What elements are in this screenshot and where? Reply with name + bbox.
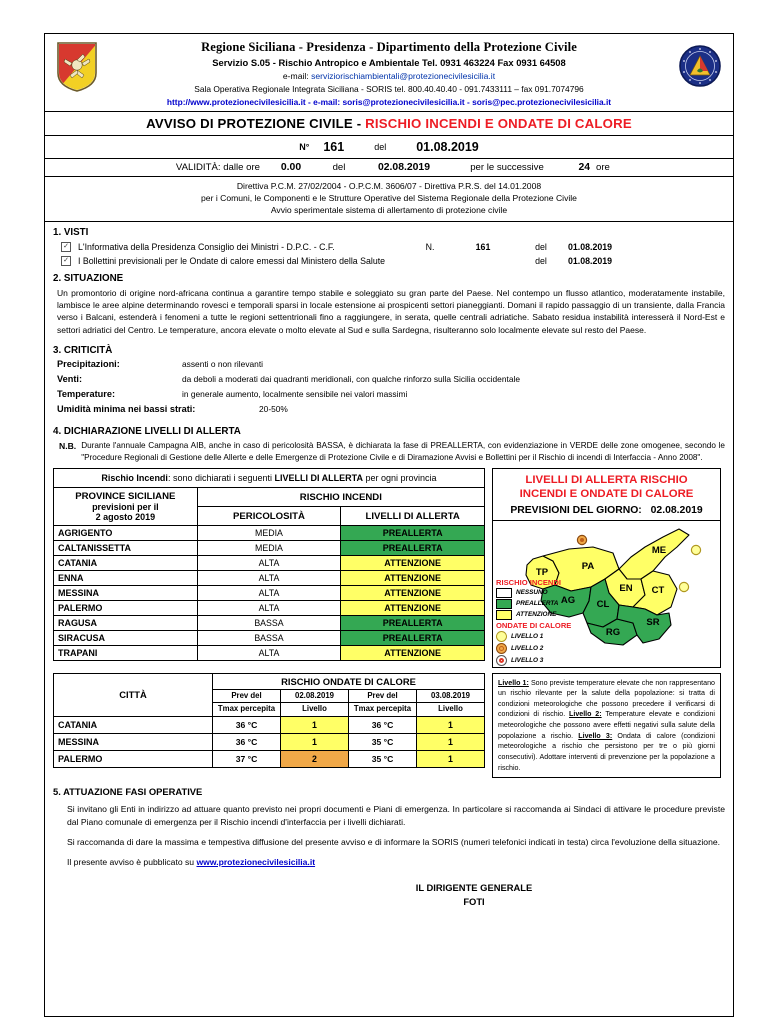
legend-label: LIVELLO 1 (511, 632, 544, 640)
col-level-header: LIVELLI DI ALLERTA (341, 507, 485, 526)
criticita-value: in generale aumento, localmente sensibile nei valori massimi (182, 389, 408, 400)
map-label-CT: CT (651, 584, 665, 596)
visti-del-label: del (535, 255, 547, 266)
table-row (54, 631, 485, 646)
prev-label-1: Prev del (213, 689, 281, 703)
attuazione-paragraph-1: Si invitano gli Enti in indirizzo ad attuare quanto previsto nei propri documenti e Piani di emergenza. In particolare si raccomanda ai Sindaci di attivare le procedure previste dal Piano comunale di emergenza per il Rischio incendi d'interfaccia per i livelli dichiarati. (67, 804, 725, 828)
validity-hours-unit: ore (596, 162, 610, 173)
caption-post: per ogni provincia (363, 473, 437, 484)
province-name: RAGUSA (54, 616, 198, 631)
fire-risk-table (53, 468, 485, 661)
n-label: N° (299, 142, 310, 152)
criticita-value: 20-50% (259, 404, 288, 415)
legend-label: LIVELLO 2 (511, 644, 544, 652)
map-subtitle (495, 505, 718, 516)
table-row (54, 717, 485, 734)
sub-level-1: Livello (281, 703, 349, 717)
org-title: Regione Siciliana - Presidenza - Dipartimento della Protezione Civile (201, 40, 577, 54)
soris-line: Sala Operativa Regionale Integrata Siciliana - SORIS tel. 800.40.40.40 - 091.7433111 – fax 091.7074796 (194, 84, 584, 94)
table-row (54, 616, 485, 631)
legend-label: NESSUNO (516, 589, 548, 597)
map-heat-marker-level2-dot (580, 538, 584, 542)
visti-item (61, 256, 725, 266)
legend-dot-livello2-icon (496, 643, 507, 654)
level3-text: Ondata di calore (condizioni meteorologiche a rischio che persistono per tre o più giorni consecutivi). Adottare interventi di prevenzione per la popolazione a rischio. (498, 731, 716, 772)
visti-item (61, 242, 725, 252)
table-caption-row (54, 469, 485, 488)
caption-bold: LIVELLI DI ALLERTA (274, 473, 364, 484)
sub-tmax-2: Tmax percepita (349, 703, 417, 717)
visti-heading: 1. VISTI (53, 226, 89, 238)
notice-number-row (45, 136, 733, 159)
protezione-civile-emblem-icon (677, 41, 723, 91)
city-name: PALERMO (54, 751, 213, 768)
legend-label: ATTENZIONE (516, 611, 557, 619)
hazard-value: MEDIA (197, 526, 341, 541)
tmax-day1: 37 °C (213, 751, 281, 768)
publish-text: Il presente avviso è pubblicato su (67, 856, 197, 867)
criticita-row (57, 404, 725, 414)
col-province-l2: previsioni per il (92, 502, 159, 513)
col-city-header: CITTÀ (54, 673, 213, 717)
publish-link[interactable]: www.protezionecivilesicilia.it (196, 856, 316, 867)
regione-siciliana-trinacria-emblem-icon (55, 41, 99, 93)
criticita-row (57, 389, 725, 399)
alert-level-badge: ATTENZIONE (341, 646, 485, 661)
document-page (44, 33, 734, 1017)
province-name: AGRIGENTO (54, 526, 198, 541)
caption-pre: Rischio Incendi (101, 473, 168, 484)
level3-label: Livello 3: (578, 731, 613, 740)
signature-name: FOTI (463, 895, 485, 907)
table-row (54, 646, 485, 661)
map-label-TP: TP (535, 566, 549, 578)
visti-n-label: N. (425, 241, 435, 252)
map-title-line-1: LIVELLI DI ALLERTA RISCHIO (525, 474, 688, 487)
heat-level-day1: 1 (281, 717, 349, 734)
prev-label-2: Prev del (349, 689, 417, 703)
fire-table-caption (54, 469, 485, 488)
sicily-alert-map (493, 521, 720, 667)
alert-level-badge: ATTENZIONE (341, 556, 485, 571)
section-situazione (45, 268, 733, 341)
tmax-day2: 35 °C (349, 734, 417, 751)
province-name: CALTANISSETTA (54, 541, 198, 556)
legend-fire-title: RISCHIO INCENDI (496, 577, 561, 587)
city-name: MESSINA (54, 734, 213, 751)
checkbox-icon[interactable]: ✓ (61, 242, 71, 252)
map-heat-marker-level1-me (691, 545, 700, 554)
legend-label: LIVELLO 3 (511, 656, 544, 664)
dichiarazione-heading: 4. DICHIARAZIONE LIVELLI DI ALLERTA (53, 426, 241, 438)
col-province-header (54, 488, 198, 526)
visti-del-label: del (535, 241, 547, 252)
map-panel-title (493, 469, 720, 521)
attuazione-paragraph-2: Si raccomanda di dare la massima e tempestiva diffusione del presente avviso e di informare la SORIS (numeri telefonici indicati in testa) circa l'evoluzione della situazione. (67, 837, 721, 848)
hazard-value: ALTA (197, 601, 341, 616)
city-name: CATANIA (54, 717, 213, 734)
heat-level-day2: 1 (417, 717, 485, 734)
province-name: SIRACUSA (54, 631, 198, 646)
map-subtitle-date: 02.08.2019 (650, 504, 703, 516)
validity-label: VALIDITÀ: dalle ore (175, 162, 260, 173)
province-name: PALERMO (54, 601, 198, 616)
document-title (45, 112, 733, 136)
map-title-line-2: INCENDI E ONDATE DI CALORE (519, 488, 694, 501)
fire-risk-table-container (53, 468, 485, 661)
col-hazard-header: PERICOLOSITÀ (197, 507, 341, 526)
validity-date: 02.08.2019 (377, 162, 430, 173)
legend-heat-title: ONDATE DI CALORE (496, 620, 572, 630)
map-label-EN: EN (619, 582, 633, 594)
legend-item (496, 631, 571, 642)
map-heat-marker-level1-ct (679, 582, 688, 591)
n-date: 01.08.2019 (416, 140, 479, 154)
col-group-header: RISCHIO INCENDI (197, 488, 484, 507)
hazard-value: ALTA (197, 646, 341, 661)
signature-block (53, 881, 725, 909)
section-criticita (45, 340, 733, 421)
nb-label: N.B. (59, 441, 77, 452)
hazard-value: MEDIA (197, 541, 341, 556)
criticita-key: Precipitazioni: (57, 359, 120, 370)
situazione-heading: 2. SITUAZIONE (53, 272, 124, 284)
alert-level-badge: PREALLERTA (341, 526, 485, 541)
directive-line-3: Avvio sperimentale sistema di allertamento di protezione civile (270, 205, 508, 216)
document-header (45, 34, 733, 112)
level2-text: Temperature elevate e condizioni meteorologiche che possono avere effetti negativi sulla salute della popolazione a rischio. (498, 710, 715, 740)
map-label-SR: SR (646, 616, 660, 628)
heat-level-day1: 1 (281, 734, 349, 751)
directive-block (45, 177, 733, 222)
service-line: Servizio S.05 - Rischio Antropico e Ambientale Tel. 0931 463224 Fax 0931 64508 (212, 57, 566, 68)
map-label-PA: PA (581, 560, 595, 572)
legend-item (496, 588, 571, 598)
legend-item (496, 599, 571, 609)
heat-level-day2: 1 (417, 751, 485, 768)
hazard-value: ALTA (197, 586, 341, 601)
level-description-box (492, 673, 721, 779)
criticita-value: da deboli a moderati dai quadranti meridionali, con qualche rinforzo sulla Sicilia occidentale (182, 374, 520, 385)
tmax-day1: 36 °C (213, 734, 281, 751)
level1-text: Sono previste temperature elevate che non rappresentano un rischio rilevante per la salute della popolazione: si tratta di condizioni meteorologiche che possono precedere il verificarsi di condizioni di rischio. (498, 678, 715, 719)
heat-level-day1: 2 (281, 751, 349, 768)
email-label: e-mail: (282, 71, 309, 81)
criticita-value: assenti o non rilevanti (182, 359, 264, 370)
checkbox-icon[interactable]: ✓ (61, 256, 71, 266)
alert-level-badge: PREALLERTA (341, 631, 485, 646)
table-row (54, 751, 485, 768)
n-del-label: del (374, 142, 387, 152)
alert-level-badge: ATTENZIONE (341, 571, 485, 586)
criticita-key: Temperature: (57, 389, 116, 400)
alert-level-badge: ATTENZIONE (341, 601, 485, 616)
table-row (54, 541, 485, 556)
map-panel (492, 468, 721, 668)
visti-item-text: I Bollettini previsionali per le Ondate di calore emessi dal Ministero della Salute (78, 255, 386, 266)
sub-level-2: Livello (417, 703, 485, 717)
attuazione-paragraph-3 (67, 856, 725, 869)
province-name: CATANIA (54, 556, 198, 571)
criticita-row (57, 359, 725, 369)
hazard-value: BASSA (197, 616, 341, 631)
hazard-value: ALTA (197, 556, 341, 571)
legend-item (496, 610, 571, 620)
table-row (54, 556, 485, 571)
level2-label: Livello 2: (569, 710, 602, 719)
email-value[interactable]: serviziorischiambientali@protezionecivilesicilia.it (311, 71, 496, 81)
legend-swatch-preallerta (496, 599, 512, 609)
legend-item (496, 655, 571, 666)
map-label-ME: ME (651, 544, 667, 556)
legend-dot-livello1-icon (496, 631, 507, 642)
validity-hours: 24 (578, 162, 590, 173)
validity-del-label: del (332, 162, 346, 173)
alert-level-badge: PREALLERTA (341, 541, 485, 556)
email-line (45, 71, 733, 81)
legend-swatch-nessuno (496, 588, 512, 598)
alert-level-badge: PREALLERTA (341, 616, 485, 631)
visti-item-text: L'Informativa della Presidenza Consiglio dei Ministri - D.P.C. - C.F. (78, 241, 335, 252)
col-province-l3: 2 agosto 2019 (95, 512, 156, 523)
situazione-body: Un promontorio di origine nord-africana continua a garantire tempo stabile e soleggiato su gran parte del Paese. Nel contempo un flusso atlantico, moderatamente instabile, lambisce le aree alpine determinando rovesci e temporali sparsi in locale estensione ai prospicenti settori pianeggianti. Domani il rapido passaggio di un transiente, dalla Francia verso i Balcani, estenderà i fenomeni a tutte le regioni settentrionali fino a raggiungere, in serata, quelle centrali adriatiche. Sabato residua instabilità interesserà il Nord-Est e settori adriatici del Centro. Le temperature, ancora elevate o molto elevate al Sud e sulla Sardegna, risulteranno solo localmente elevate sul resto del Paese. (57, 287, 725, 335)
directive-line-2: per i Comuni, le Componenti e le Strutture Operative del Sistema Regionale della Protezione Civile (201, 193, 577, 204)
table-row (54, 571, 485, 586)
title-red-part: RISCHIO INCENDI E ONDATE DI CALORE (365, 116, 632, 131)
province-name: ENNA (54, 571, 198, 586)
heat-risk-table (53, 673, 485, 769)
heat-blocks-row (45, 668, 733, 779)
section-attuazione (45, 778, 733, 909)
tmax-day2: 36 °C (349, 717, 417, 734)
prev-date-1: 02.08.2019 (281, 689, 349, 703)
section-dichiarazione (45, 421, 733, 464)
table-row (54, 601, 485, 616)
map-label-AG: AG (560, 594, 576, 606)
legend-swatch-attenzione (496, 610, 512, 620)
validity-next-label: per le successive (470, 162, 544, 173)
section-visti (45, 222, 733, 268)
header-links-line[interactable]: http://www.protezionecivilesicilia.it - e-mail: soris@protezionecivilesicilia.it - soris@pec.protezionecivilesicilia.it (166, 97, 612, 107)
legend-label: PREALLERTA (516, 600, 559, 608)
heat-risk-table-container (53, 673, 485, 769)
tmax-day1: 36 °C (213, 717, 281, 734)
validity-row (45, 159, 733, 177)
table-header-row (54, 673, 485, 689)
map-label-RG: RG (605, 626, 621, 638)
caption-mid: : sono dichiarati i seguenti (167, 473, 275, 484)
criticita-key: Venti: (57, 374, 83, 385)
hazard-value: ALTA (197, 571, 341, 586)
directive-line-1: Direttiva P.C.M. 27/02/2004 - O.P.C.M. 3606/07 - Direttiva P.R.S. del 14.01.2008 (236, 181, 542, 191)
n-value: 161 (323, 140, 345, 154)
legend-item (496, 643, 571, 654)
alert-level-badge: ATTENZIONE (341, 586, 485, 601)
province-name: TRAPANI (54, 646, 198, 661)
hazard-value: BASSA (197, 631, 341, 646)
map-legend (496, 577, 571, 667)
heat-level-day2: 1 (417, 734, 485, 751)
table-row (54, 526, 485, 541)
visti-date: 01.08.2019 (568, 241, 613, 252)
map-panel-box (492, 468, 721, 668)
visti-date: 01.08.2019 (568, 255, 613, 266)
criticita-key: Umidità minima nei bassi strati: (57, 404, 196, 415)
alert-blocks-row (45, 468, 733, 668)
level-description-container (492, 673, 721, 779)
tmax-day2: 35 °C (349, 751, 417, 768)
map-subtitle-label: PREVISIONI DEL GIORNO: (510, 504, 642, 516)
level1-label: Livello 1: (498, 678, 529, 687)
map-label-CL: CL (596, 598, 610, 610)
attuazione-heading: 5. ATTUAZIONE FASI OPERATIVE (53, 786, 203, 798)
validity-hour: 0.00 (280, 162, 302, 173)
sub-tmax-1: Tmax percepita (213, 703, 281, 717)
table-header-row (54, 488, 485, 507)
province-name: MESSINA (54, 586, 198, 601)
col-heat-group-header: RISCHIO ONDATE DI CALORE (213, 673, 485, 689)
criticita-heading: 3. CRITICITÀ (53, 345, 113, 357)
legend-dot-livello3-icon (496, 655, 507, 666)
criticita-row (57, 374, 725, 384)
visti-n-value: 161 (475, 241, 491, 252)
title-black-part: AVVISO DI PROTEZIONE CIVILE - (146, 116, 366, 131)
dichiarazione-nb (59, 440, 725, 464)
table-row (54, 586, 485, 601)
prev-date-2: 03.08.2019 (417, 689, 485, 703)
col-province-l1: PROVINCE SICILIANE (75, 491, 176, 503)
signature-role: IL DIRIGENTE GENERALE (415, 881, 533, 893)
table-row (54, 734, 485, 751)
nb-text: Durante l'annuale Campagna AIB, anche in caso di pericolosità BASSA, è dichiarata la fase di PREALLERTA, con evidenziazione in VERDE delle zone omogenee, secondo le "Procedure Regionali di Gestione delle Allerte e delle Emergenze di Protezione Civile e di Diramazione Avvisi e Bollettini per il Rischio di incendi di Interfaccia - Anno 2008". (81, 441, 725, 463)
